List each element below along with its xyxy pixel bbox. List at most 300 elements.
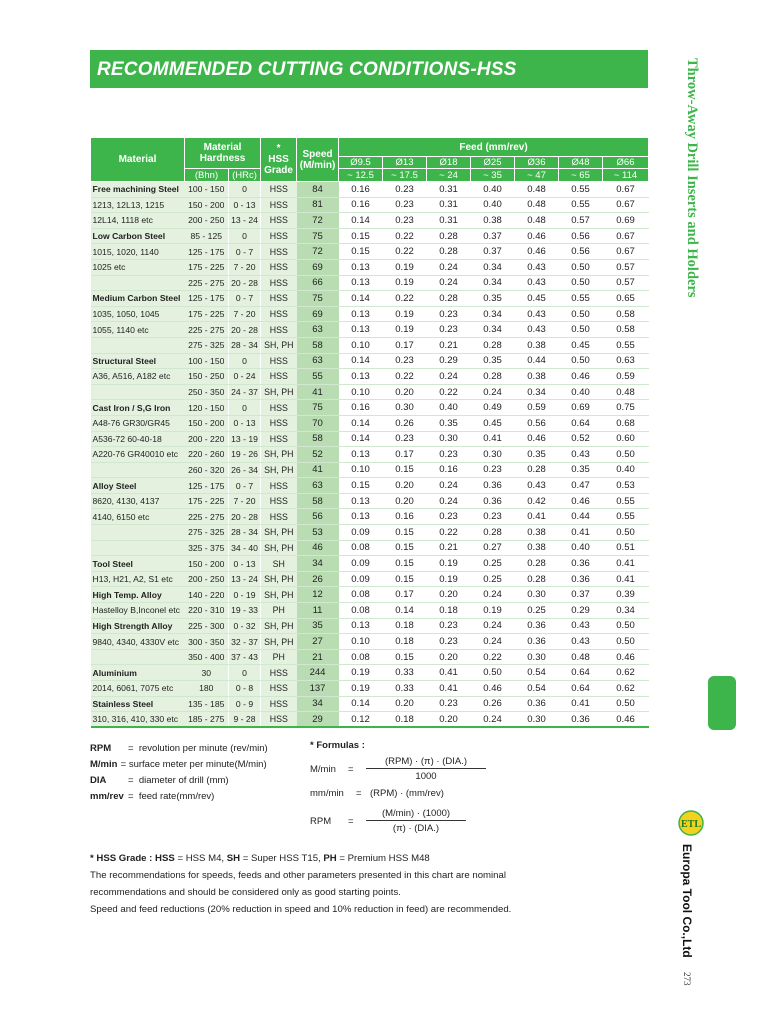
feed-cell: 0.20 bbox=[383, 696, 427, 712]
feed-cell: 0.41 bbox=[603, 556, 649, 572]
feed-cell: 0.67 bbox=[603, 244, 649, 260]
formulas-heading: * Formulas : bbox=[310, 740, 365, 751]
feed-cell: 0.41 bbox=[427, 681, 471, 697]
feed-cell: 0.64 bbox=[559, 681, 603, 697]
speed-cell: 69 bbox=[297, 306, 339, 322]
bhn-cell: 225 - 275 bbox=[185, 275, 229, 291]
grade-cell: SH bbox=[261, 556, 297, 572]
feed-cell: 0.30 bbox=[515, 649, 559, 665]
feed-cell: 0.08 bbox=[339, 540, 383, 556]
table-row bbox=[91, 244, 649, 260]
bhn-cell: 350 - 400 bbox=[185, 649, 229, 665]
grade-cell: SH, PH bbox=[261, 384, 297, 400]
feed-cell: 0.35 bbox=[515, 447, 559, 463]
material-cell: Stainless Steel bbox=[91, 696, 185, 712]
feed-cell: 0.47 bbox=[559, 478, 603, 494]
feed-cell: 0.10 bbox=[339, 462, 383, 478]
feed-cell: 0.64 bbox=[559, 415, 603, 431]
legend-sep: = bbox=[120, 759, 127, 770]
speed-cell: 63 bbox=[297, 322, 339, 338]
feed-cell: 0.23 bbox=[427, 696, 471, 712]
bhn-cell: 220 - 310 bbox=[185, 603, 229, 619]
hrc-cell: 20 - 28 bbox=[229, 509, 261, 525]
feed-cell: 0.68 bbox=[603, 415, 649, 431]
material-cell: 1055, 1140 etc bbox=[91, 322, 185, 338]
feed-cell: 0.43 bbox=[559, 634, 603, 650]
legend-key: mm/rev bbox=[90, 791, 124, 802]
material-cell: 9840, 4340, 4330V etc bbox=[91, 634, 185, 650]
speed-cell: 66 bbox=[297, 275, 339, 291]
feed-cell: 0.46 bbox=[603, 712, 649, 728]
speed-cell: 72 bbox=[297, 244, 339, 260]
feed-cell: 0.18 bbox=[383, 712, 427, 728]
table-row bbox=[91, 634, 649, 650]
feed-cell: 0.27 bbox=[471, 540, 515, 556]
material-cell: H13, H21, A2, S1 etc bbox=[91, 571, 185, 587]
formula-label: mm/min bbox=[310, 788, 344, 799]
feed-cell: 0.58 bbox=[603, 306, 649, 322]
table-row bbox=[91, 478, 649, 494]
speed-cell: 12 bbox=[297, 587, 339, 603]
feed-cell: 0.46 bbox=[559, 369, 603, 385]
grade-cell: HSS bbox=[261, 306, 297, 322]
table-row bbox=[91, 462, 649, 478]
bhn-cell: 140 - 220 bbox=[185, 587, 229, 603]
feed-cell: 0.43 bbox=[559, 618, 603, 634]
feed-cell: 0.13 bbox=[339, 306, 383, 322]
hrc-cell: 32 - 37 bbox=[229, 634, 261, 650]
feed-cell: 0.20 bbox=[427, 712, 471, 728]
bhn-cell: 200 - 250 bbox=[185, 571, 229, 587]
hrc-cell: 7 - 20 bbox=[229, 493, 261, 509]
header-diameter-to: ~ 65 bbox=[559, 169, 603, 182]
material-cell: 2014, 6061, 7075 etc bbox=[91, 681, 185, 697]
grade-cell: HSS bbox=[261, 696, 297, 712]
material-cell: Tool Steel bbox=[91, 556, 185, 572]
feed-cell: 0.30 bbox=[515, 712, 559, 728]
feed-cell: 0.14 bbox=[339, 415, 383, 431]
hrc-cell: 0 - 13 bbox=[229, 415, 261, 431]
feed-cell: 0.24 bbox=[427, 275, 471, 291]
hrc-cell: 0 - 32 bbox=[229, 618, 261, 634]
bhn-cell: 180 bbox=[185, 681, 229, 697]
notes bbox=[90, 850, 650, 918]
feed-cell: 0.36 bbox=[471, 493, 515, 509]
legend-sep: = bbox=[128, 791, 134, 802]
feed-cell: 0.64 bbox=[559, 665, 603, 681]
grade-note-ph: = Premium HSS M48 bbox=[336, 853, 430, 864]
material-cell: 1213, 12L13, 1215 bbox=[91, 197, 185, 213]
hrc-cell: 0 - 13 bbox=[229, 197, 261, 213]
feed-cell: 0.15 bbox=[339, 228, 383, 244]
formulas bbox=[310, 740, 467, 834]
feed-cell: 0.16 bbox=[427, 462, 471, 478]
material-cell bbox=[91, 540, 185, 556]
header-speed-line2: (M/min) bbox=[299, 159, 336, 171]
feed-cell: 0.55 bbox=[559, 291, 603, 307]
feed-cell: 0.34 bbox=[471, 275, 515, 291]
table-row bbox=[91, 322, 649, 338]
formula-denominator: (π) · (DIA.) bbox=[392, 823, 440, 834]
feed-cell: 0.13 bbox=[339, 618, 383, 634]
speed-cell: 58 bbox=[297, 337, 339, 353]
feed-cell: 0.08 bbox=[339, 587, 383, 603]
speed-cell: 81 bbox=[297, 197, 339, 213]
feed-cell: 0.36 bbox=[515, 696, 559, 712]
hrc-cell: 0 - 24 bbox=[229, 369, 261, 385]
feed-cell: 0.16 bbox=[383, 509, 427, 525]
feed-cell: 0.40 bbox=[603, 462, 649, 478]
feed-cell: 0.50 bbox=[559, 259, 603, 275]
page-number: 273 bbox=[682, 972, 692, 986]
bhn-cell: 220 - 260 bbox=[185, 447, 229, 463]
feed-cell: 0.22 bbox=[427, 525, 471, 541]
grade-cell: HSS bbox=[261, 275, 297, 291]
legend-key: M/min bbox=[90, 759, 118, 770]
table-row bbox=[91, 337, 649, 353]
feed-cell: 0.34 bbox=[515, 384, 559, 400]
header-diameter-from: Ø25 bbox=[471, 157, 515, 169]
header-diameter-from: Ø36 bbox=[515, 157, 559, 169]
feed-cell: 0.15 bbox=[383, 540, 427, 556]
grade-cell: HSS bbox=[261, 478, 297, 494]
feed-cell: 0.17 bbox=[383, 447, 427, 463]
hrc-cell: 7 - 20 bbox=[229, 259, 261, 275]
feed-cell: 0.13 bbox=[339, 369, 383, 385]
feed-cell: 0.43 bbox=[515, 478, 559, 494]
header-grade-star: * bbox=[276, 143, 281, 154]
feed-cell: 0.25 bbox=[471, 556, 515, 572]
feed-cell: 0.36 bbox=[559, 556, 603, 572]
feed-cell: 0.37 bbox=[559, 587, 603, 603]
feed-cell: 0.36 bbox=[559, 712, 603, 728]
material-cell bbox=[91, 275, 185, 291]
legend-sep: = bbox=[128, 743, 134, 754]
feed-cell: 0.23 bbox=[427, 618, 471, 634]
feed-cell: 0.16 bbox=[339, 182, 383, 198]
formula-equals: = bbox=[348, 816, 354, 827]
side-title: Throw-Away Drill Inserts and Holders bbox=[684, 58, 700, 298]
feed-cell: 0.15 bbox=[383, 571, 427, 587]
bhn-cell: 260 - 320 bbox=[185, 462, 229, 478]
hrc-cell: 19 - 26 bbox=[229, 447, 261, 463]
feed-cell: 0.43 bbox=[515, 259, 559, 275]
feed-cell: 0.16 bbox=[339, 197, 383, 213]
feed-cell: 0.54 bbox=[515, 681, 559, 697]
hrc-cell: 13 - 24 bbox=[229, 571, 261, 587]
table-row bbox=[91, 369, 649, 385]
feed-cell: 0.18 bbox=[383, 618, 427, 634]
table-row bbox=[91, 556, 649, 572]
material-cell: A48-76 GR30/GR45 bbox=[91, 415, 185, 431]
header-hardness-line2: Hardness bbox=[199, 153, 246, 164]
hrc-cell: 0 bbox=[229, 400, 261, 416]
hrc-cell: 26 - 34 bbox=[229, 462, 261, 478]
header-material: Material bbox=[91, 138, 185, 182]
grade-cell: PH bbox=[261, 649, 297, 665]
feed-cell: 0.14 bbox=[339, 213, 383, 229]
bhn-cell: 85 - 125 bbox=[185, 228, 229, 244]
feed-cell: 0.26 bbox=[383, 415, 427, 431]
feed-cell: 0.50 bbox=[603, 447, 649, 463]
hrc-cell: 7 - 20 bbox=[229, 306, 261, 322]
feed-cell: 0.48 bbox=[559, 649, 603, 665]
header-diameter-to: ~ 17.5 bbox=[383, 169, 427, 182]
feed-cell: 0.40 bbox=[559, 540, 603, 556]
grade-cell: HSS bbox=[261, 415, 297, 431]
speed-cell: 34 bbox=[297, 556, 339, 572]
feed-cell: 0.13 bbox=[339, 259, 383, 275]
feed-cell: 0.14 bbox=[339, 696, 383, 712]
grade-cell: HSS bbox=[261, 244, 297, 260]
table-row bbox=[91, 649, 649, 665]
feed-cell: 0.50 bbox=[603, 696, 649, 712]
feed-cell: 0.55 bbox=[603, 509, 649, 525]
bhn-cell: 100 - 150 bbox=[185, 182, 229, 198]
grade-cell: HSS bbox=[261, 712, 297, 728]
material-cell: Structural Steel bbox=[91, 353, 185, 369]
feed-cell: 0.36 bbox=[559, 571, 603, 587]
feed-cell: 0.60 bbox=[603, 431, 649, 447]
feed-cell: 0.69 bbox=[603, 213, 649, 229]
feed-cell: 0.20 bbox=[383, 478, 427, 494]
feed-cell: 0.49 bbox=[471, 400, 515, 416]
bhn-cell: 125 - 175 bbox=[185, 244, 229, 260]
bhn-cell: 175 - 225 bbox=[185, 259, 229, 275]
header-feed: Feed (mm/rev) bbox=[339, 138, 649, 157]
legend-desc: surface meter per minute(M/min) bbox=[128, 759, 267, 770]
hrc-cell: 0 - 13 bbox=[229, 556, 261, 572]
bhn-cell: 120 - 150 bbox=[185, 400, 229, 416]
legend-row-dia bbox=[90, 773, 268, 789]
feed-cell: 0.24 bbox=[427, 259, 471, 275]
bhn-cell: 225 - 275 bbox=[185, 509, 229, 525]
speed-cell: 84 bbox=[297, 182, 339, 198]
feed-cell: 0.12 bbox=[339, 712, 383, 728]
feed-cell: 0.28 bbox=[515, 556, 559, 572]
formula-denominator: 1000 bbox=[415, 771, 437, 782]
hrc-cell: 37 - 43 bbox=[229, 649, 261, 665]
feed-cell: 0.56 bbox=[559, 244, 603, 260]
hrc-cell: 0 - 9 bbox=[229, 696, 261, 712]
table-row bbox=[91, 213, 649, 229]
feed-cell: 0.45 bbox=[559, 337, 603, 353]
feed-cell: 0.37 bbox=[471, 244, 515, 260]
feed-cell: 0.19 bbox=[383, 275, 427, 291]
note-line: The recommendations for speeds, feeds and other parameters presented in this chart are nominal bbox=[90, 870, 506, 881]
material-cell: Medium Carbon Steel bbox=[91, 291, 185, 307]
feed-cell: 0.20 bbox=[427, 587, 471, 603]
feed-cell: 0.67 bbox=[603, 182, 649, 198]
feed-cell: 0.35 bbox=[471, 291, 515, 307]
feed-cell: 0.30 bbox=[427, 431, 471, 447]
grade-cell: SH, PH bbox=[261, 587, 297, 603]
feed-cell: 0.23 bbox=[383, 182, 427, 198]
feed-cell: 0.48 bbox=[603, 384, 649, 400]
material-cell: A536-72 60-40-18 bbox=[91, 431, 185, 447]
feed-cell: 0.08 bbox=[339, 603, 383, 619]
feed-cell: 0.56 bbox=[515, 415, 559, 431]
feed-cell: 0.30 bbox=[471, 447, 515, 463]
feed-cell: 0.25 bbox=[515, 603, 559, 619]
hrc-cell: 13 - 24 bbox=[229, 213, 261, 229]
bhn-cell: 275 - 325 bbox=[185, 337, 229, 353]
feed-cell: 0.41 bbox=[559, 696, 603, 712]
table-row bbox=[91, 353, 649, 369]
grade-cell: HSS bbox=[261, 400, 297, 416]
feed-cell: 0.28 bbox=[515, 571, 559, 587]
speed-cell: 63 bbox=[297, 478, 339, 494]
feed-cell: 0.24 bbox=[427, 478, 471, 494]
feed-cell: 0.18 bbox=[427, 603, 471, 619]
feed-cell: 0.58 bbox=[603, 322, 649, 338]
grade-cell: HSS bbox=[261, 322, 297, 338]
feed-cell: 0.15 bbox=[383, 462, 427, 478]
feed-cell: 0.23 bbox=[427, 306, 471, 322]
feed-cell: 0.57 bbox=[603, 275, 649, 291]
feed-cell: 0.36 bbox=[515, 634, 559, 650]
header-diameter-to: ~ 24 bbox=[427, 169, 471, 182]
grade-cell: SH, PH bbox=[261, 618, 297, 634]
table-row bbox=[91, 696, 649, 712]
legend-desc: feed rate(mm/rev) bbox=[138, 791, 215, 802]
feed-cell: 0.41 bbox=[559, 525, 603, 541]
table-row bbox=[91, 291, 649, 307]
feed-cell: 0.48 bbox=[515, 213, 559, 229]
table-row bbox=[91, 571, 649, 587]
grade-cell: SH, PH bbox=[261, 337, 297, 353]
bhn-cell: 200 - 220 bbox=[185, 431, 229, 447]
feed-cell: 0.13 bbox=[339, 322, 383, 338]
feed-cell: 0.13 bbox=[339, 275, 383, 291]
feed-cell: 0.21 bbox=[427, 337, 471, 353]
feed-cell: 0.46 bbox=[515, 228, 559, 244]
grade-cell: SH, PH bbox=[261, 634, 297, 650]
speed-cell: 11 bbox=[297, 603, 339, 619]
feed-cell: 0.39 bbox=[603, 587, 649, 603]
feed-cell: 0.38 bbox=[515, 337, 559, 353]
legend-row-mmin bbox=[90, 757, 268, 773]
feed-cell: 0.19 bbox=[383, 259, 427, 275]
feed-cell: 0.22 bbox=[427, 384, 471, 400]
speed-cell: 26 bbox=[297, 571, 339, 587]
feed-cell: 0.19 bbox=[383, 322, 427, 338]
feed-cell: 0.24 bbox=[427, 369, 471, 385]
header-diameter-to: ~ 35 bbox=[471, 169, 515, 182]
feed-cell: 0.14 bbox=[339, 291, 383, 307]
grade-cell: HSS bbox=[261, 509, 297, 525]
header-diameter-from: Ø13 bbox=[383, 157, 427, 169]
feed-cell: 0.23 bbox=[383, 431, 427, 447]
feed-cell: 0.56 bbox=[559, 228, 603, 244]
note-line: Speed and feed reductions (20% reduction in speed and 10% reduction in feed) are recommended. bbox=[90, 904, 512, 915]
header-diameter-to: ~ 114 bbox=[603, 169, 649, 182]
logo-text: ETL bbox=[680, 819, 702, 830]
material-cell: 1035, 1050, 1045 bbox=[91, 306, 185, 322]
feed-cell: 0.24 bbox=[471, 712, 515, 728]
feed-cell: 0.09 bbox=[339, 525, 383, 541]
formula-label: RPM bbox=[310, 816, 332, 827]
feed-cell: 0.15 bbox=[339, 478, 383, 494]
feed-cell: 0.46 bbox=[515, 431, 559, 447]
feed-cell: 0.22 bbox=[383, 291, 427, 307]
feed-cell: 0.46 bbox=[515, 244, 559, 260]
formula-equals: = bbox=[348, 764, 354, 775]
legend-key: RPM bbox=[90, 743, 112, 754]
feed-cell: 0.21 bbox=[427, 540, 471, 556]
feed-cell: 0.28 bbox=[427, 291, 471, 307]
feed-cell: 0.55 bbox=[603, 493, 649, 509]
feed-cell: 0.67 bbox=[603, 228, 649, 244]
feed-cell: 0.51 bbox=[603, 540, 649, 556]
feed-cell: 0.19 bbox=[471, 603, 515, 619]
header-grade-line2: Grade bbox=[264, 165, 293, 176]
bhn-cell: 300 - 350 bbox=[185, 634, 229, 650]
feed-cell: 0.15 bbox=[383, 525, 427, 541]
feed-cell: 0.40 bbox=[471, 182, 515, 198]
hrc-cell: 0 - 7 bbox=[229, 478, 261, 494]
material-cell: Aluminium bbox=[91, 665, 185, 681]
hrc-cell: 0 bbox=[229, 228, 261, 244]
feed-cell: 0.23 bbox=[471, 462, 515, 478]
speed-cell: 72 bbox=[297, 213, 339, 229]
speed-cell: 56 bbox=[297, 509, 339, 525]
feed-cell: 0.29 bbox=[559, 603, 603, 619]
feed-cell: 0.52 bbox=[559, 431, 603, 447]
speed-cell: 69 bbox=[297, 259, 339, 275]
feed-cell: 0.13 bbox=[339, 493, 383, 509]
feed-cell: 0.19 bbox=[339, 681, 383, 697]
feed-cell: 0.24 bbox=[471, 634, 515, 650]
speed-cell: 137 bbox=[297, 681, 339, 697]
hrc-cell: 28 - 34 bbox=[229, 525, 261, 541]
feed-cell: 0.75 bbox=[603, 400, 649, 416]
speed-cell: 63 bbox=[297, 353, 339, 369]
feed-cell: 0.50 bbox=[603, 618, 649, 634]
hrc-cell: 0 - 8 bbox=[229, 681, 261, 697]
feed-cell: 0.59 bbox=[603, 369, 649, 385]
material-cell: A220-76 GR40010 etc bbox=[91, 447, 185, 463]
grade-note-ph-key: PH bbox=[323, 853, 337, 864]
material-cell: High Strength Alloy bbox=[91, 618, 185, 634]
legend-row-mmrev bbox=[90, 789, 268, 805]
feed-cell: 0.43 bbox=[515, 306, 559, 322]
header-diameter-to: ~ 47 bbox=[515, 169, 559, 182]
material-cell: Low Carbon Steel bbox=[91, 228, 185, 244]
feed-cell: 0.40 bbox=[427, 400, 471, 416]
hrc-cell: 0 bbox=[229, 665, 261, 681]
grade-cell: HSS bbox=[261, 259, 297, 275]
feed-cell: 0.50 bbox=[559, 306, 603, 322]
grade-cell: HSS bbox=[261, 197, 297, 213]
table-row bbox=[91, 712, 649, 728]
formula-expression: (RPM) · (mm/rev) bbox=[370, 788, 444, 799]
grade-cell: HSS bbox=[261, 369, 297, 385]
feed-cell: 0.28 bbox=[427, 228, 471, 244]
header-diameter-to: ~ 12.5 bbox=[339, 169, 383, 182]
hrc-cell: 34 - 40 bbox=[229, 540, 261, 556]
feed-cell: 0.30 bbox=[515, 587, 559, 603]
material-cell: Free machining Steel bbox=[91, 182, 185, 198]
feed-cell: 0.10 bbox=[339, 634, 383, 650]
speed-cell: 75 bbox=[297, 291, 339, 307]
header-bhn: (Bhn) bbox=[185, 169, 229, 182]
material-cell: 8620, 4130, 4137 bbox=[91, 493, 185, 509]
formula-equals: = bbox=[356, 788, 362, 799]
feed-cell: 0.41 bbox=[427, 665, 471, 681]
feed-cell: 0.13 bbox=[339, 509, 383, 525]
feed-cell: 0.20 bbox=[383, 384, 427, 400]
